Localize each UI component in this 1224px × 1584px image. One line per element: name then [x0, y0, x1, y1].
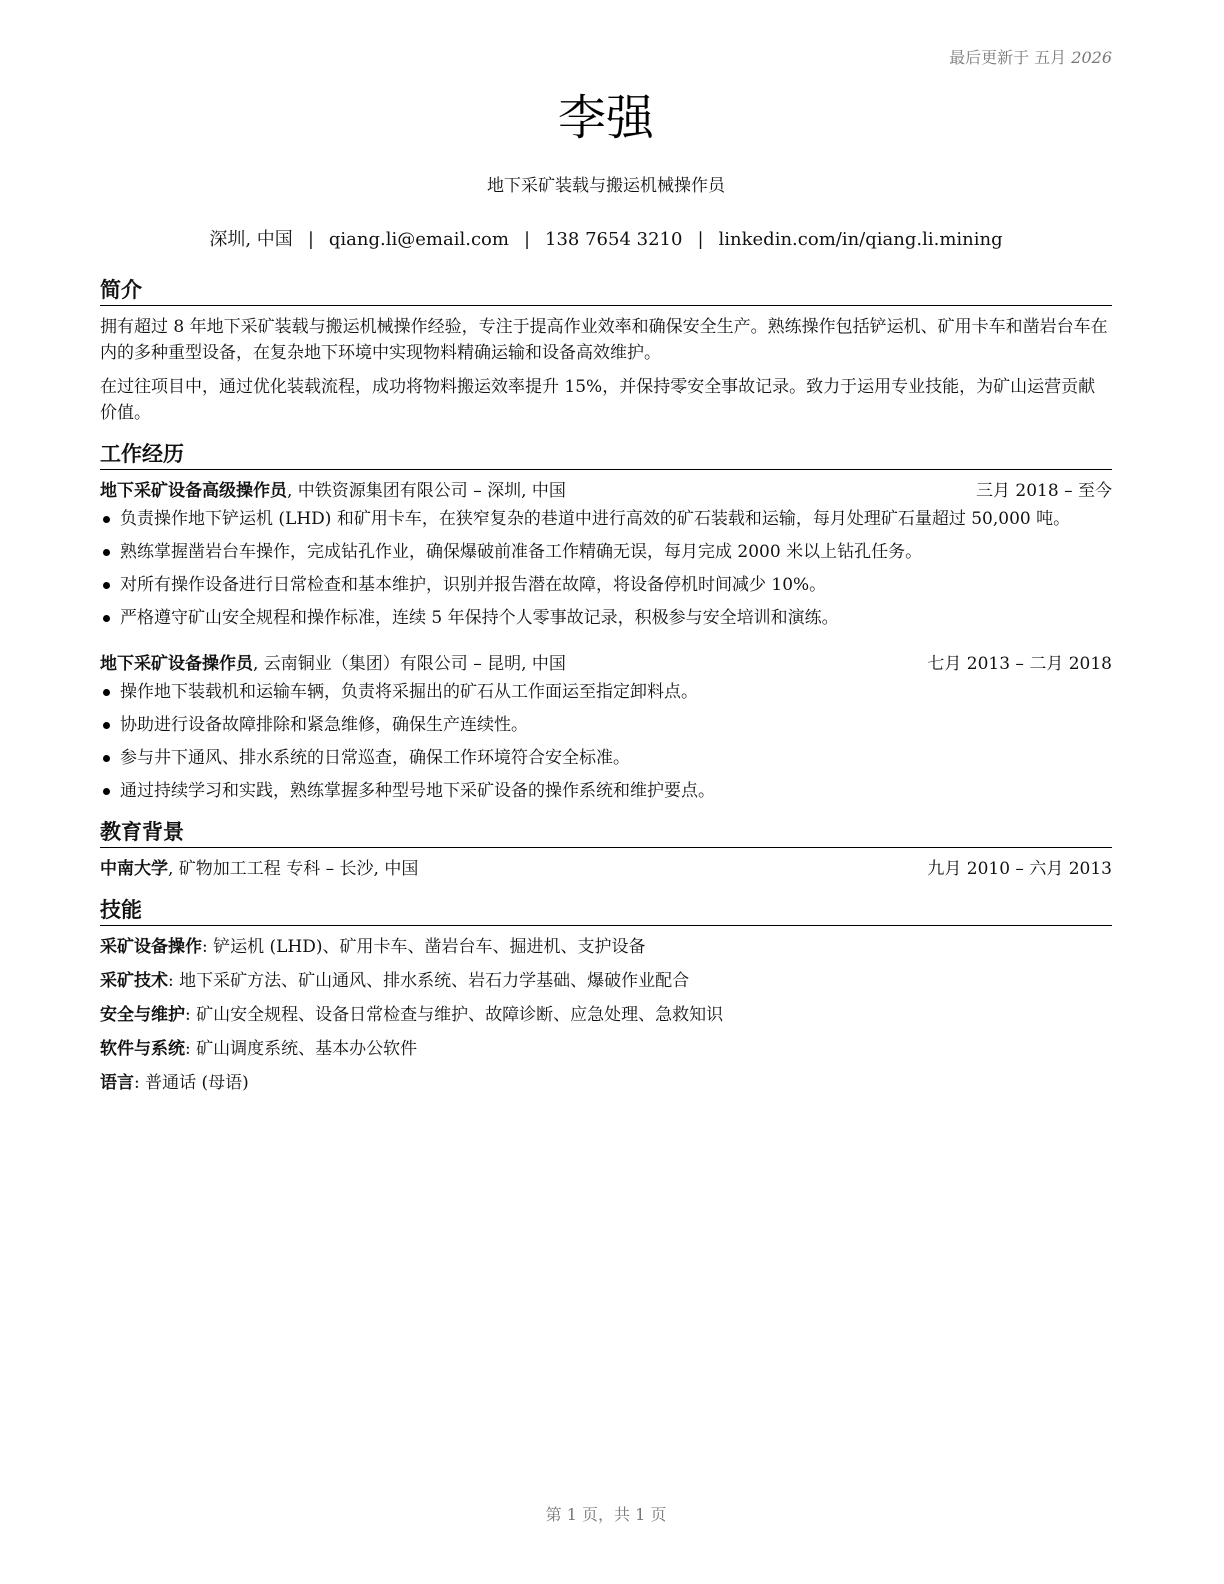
skill-label: 采矿技术 [100, 971, 168, 991]
education-section [100, 818, 1112, 882]
skill-label: 安全与维护 [100, 1005, 185, 1025]
skills-section [100, 896, 1112, 1096]
last-updated [949, 45, 1112, 68]
list-item: 协助进行设备故障排除和紧急维修，确保生产连续性。 [100, 712, 1112, 738]
list-item: 参与井下通风、排水系统的日常巡查，确保工作环境符合安全标准。 [100, 745, 1112, 771]
list-item: 操作地下装载机和运输车辆，负责将采掘出的矿石从工作面运至指定卸料点。 [100, 679, 1112, 705]
job-bullets [100, 679, 1112, 804]
job-role: 地下采矿设备高级操作员 [100, 481, 287, 501]
job-dates: 三月 2018 – 至今 [976, 481, 1112, 501]
skill-value: : 铲运机 (LHD)、矿用卡车、凿岩台车、掘进机、支护设备 [202, 937, 646, 957]
education-dates: 九月 2010 – 六月 2013 [927, 859, 1112, 879]
contact-line [100, 225, 1112, 251]
job-header [100, 478, 1112, 504]
skill-line [100, 1002, 1112, 1028]
job-dates: 七月 2013 – 二月 2018 [927, 654, 1112, 674]
skill-value: : 地下采矿方法、矿山通风、排水系统、岩石力学基础、爆破作业配合 [168, 971, 690, 991]
job-header [100, 651, 1112, 677]
skill-line [100, 934, 1112, 960]
skill-value: : 矿山调度系统、基本办公软件 [185, 1039, 418, 1059]
experience-heading: 工作经历 [100, 440, 1112, 470]
skill-line [100, 968, 1112, 994]
candidate-title: 地下采矿装载与搬运机械操作员 [487, 176, 725, 196]
updated-month: 五月 [1034, 48, 1067, 67]
candidate-name: 李强 [557, 90, 654, 146]
list-item: 熟练掌握凿岩台车操作，完成钻孔作业，确保爆破前准备工作精确无误，每月完成 2000 米以上钻孔任务。 [100, 539, 1112, 565]
resume-content [100, 276, 1112, 1110]
education-detail: , 矿物加工工程 专科 – 长沙, 中国 [168, 859, 419, 879]
job-org: , 云南铜业（集团）有限公司 – 昆明, 中国 [253, 654, 566, 674]
education-entry [100, 856, 1112, 882]
summary-paragraph: 在过往项目中，通过优化装载流程，成功将物料搬运效率提升 15%，并保持零安全事故记录。致力于运用专业技能，为矿山运营贡献价值。 [100, 377, 1096, 423]
job-entry [100, 478, 1112, 631]
skill-line [100, 1036, 1112, 1062]
job-role: 地下采矿设备操作员 [100, 654, 253, 674]
education-heading: 教育背景 [100, 818, 1112, 848]
experience-section [100, 440, 1112, 804]
updated-prefix: 最后更新于 [949, 48, 1030, 67]
job-bullets [100, 506, 1112, 631]
contact-linkedin[interactable]: linkedin.com/in/qiang.li.mining [718, 229, 1003, 250]
contact-separator: | [523, 229, 531, 250]
contact-separator: | [697, 229, 704, 250]
summary-section [100, 276, 1112, 426]
summary-heading: 简介 [100, 276, 1112, 306]
skill-line [100, 1070, 1112, 1096]
contact-separator: | [307, 229, 314, 250]
skill-label: 语言 [100, 1073, 134, 1093]
skill-label: 软件与系统 [100, 1039, 185, 1059]
skill-value: : 矿山安全规程、设备日常检查与维护、故障诊断、应急处理、急救知识 [185, 1005, 724, 1025]
contact-location: 深圳, 中国 [209, 229, 293, 250]
list-item: 严格遵守矿山安全规程和操作标准，连续 5 年保持个人零事故记录，积极参与安全培训和演练。 [100, 605, 1112, 631]
skill-label: 采矿设备操作 [100, 937, 202, 957]
contact-email[interactable]: qiang.li@email.com [328, 229, 509, 250]
resume-page [100, 0, 1112, 1584]
job-org: , 中铁资源集团有限公司 – 深圳, 中国 [287, 481, 566, 501]
list-item: 负责操作地下铲运机 (LHD) 和矿用卡车，在狭窄复杂的巷道中进行高效的矿石装载和运输，每月处理矿石量超过 50,000 吨。 [100, 506, 1112, 532]
page-number: 第 1 页，共 1 页 [545, 1505, 667, 1524]
education-school: 中南大学 [100, 859, 168, 879]
contact-phone: 138 7654 3210 [545, 229, 683, 250]
list-item: 通过持续学习和实践，熟练掌握多种型号地下采矿设备的操作系统和维护要点。 [100, 778, 1112, 804]
updated-year: 2026 [1071, 48, 1112, 67]
summary-paragraph: 拥有超过 8 年地下采矿装载与搬运机械操作经验，专注于提高作业效率和确保安全生产。熟练操作包括铲运机、矿用卡车和凿岩台车在内的多种重型设备，在复杂地下环境中实现物料精确运输和设备高效维护。 [100, 317, 1108, 363]
skill-value: : 普通话 (母语) [134, 1073, 249, 1093]
job-entry [100, 651, 1112, 804]
skills-heading: 技能 [100, 896, 1112, 926]
list-item: 对所有操作设备进行日常检查和基本维护，识别并报告潜在故障，将设备停机时间减少 10%。 [100, 572, 1112, 598]
